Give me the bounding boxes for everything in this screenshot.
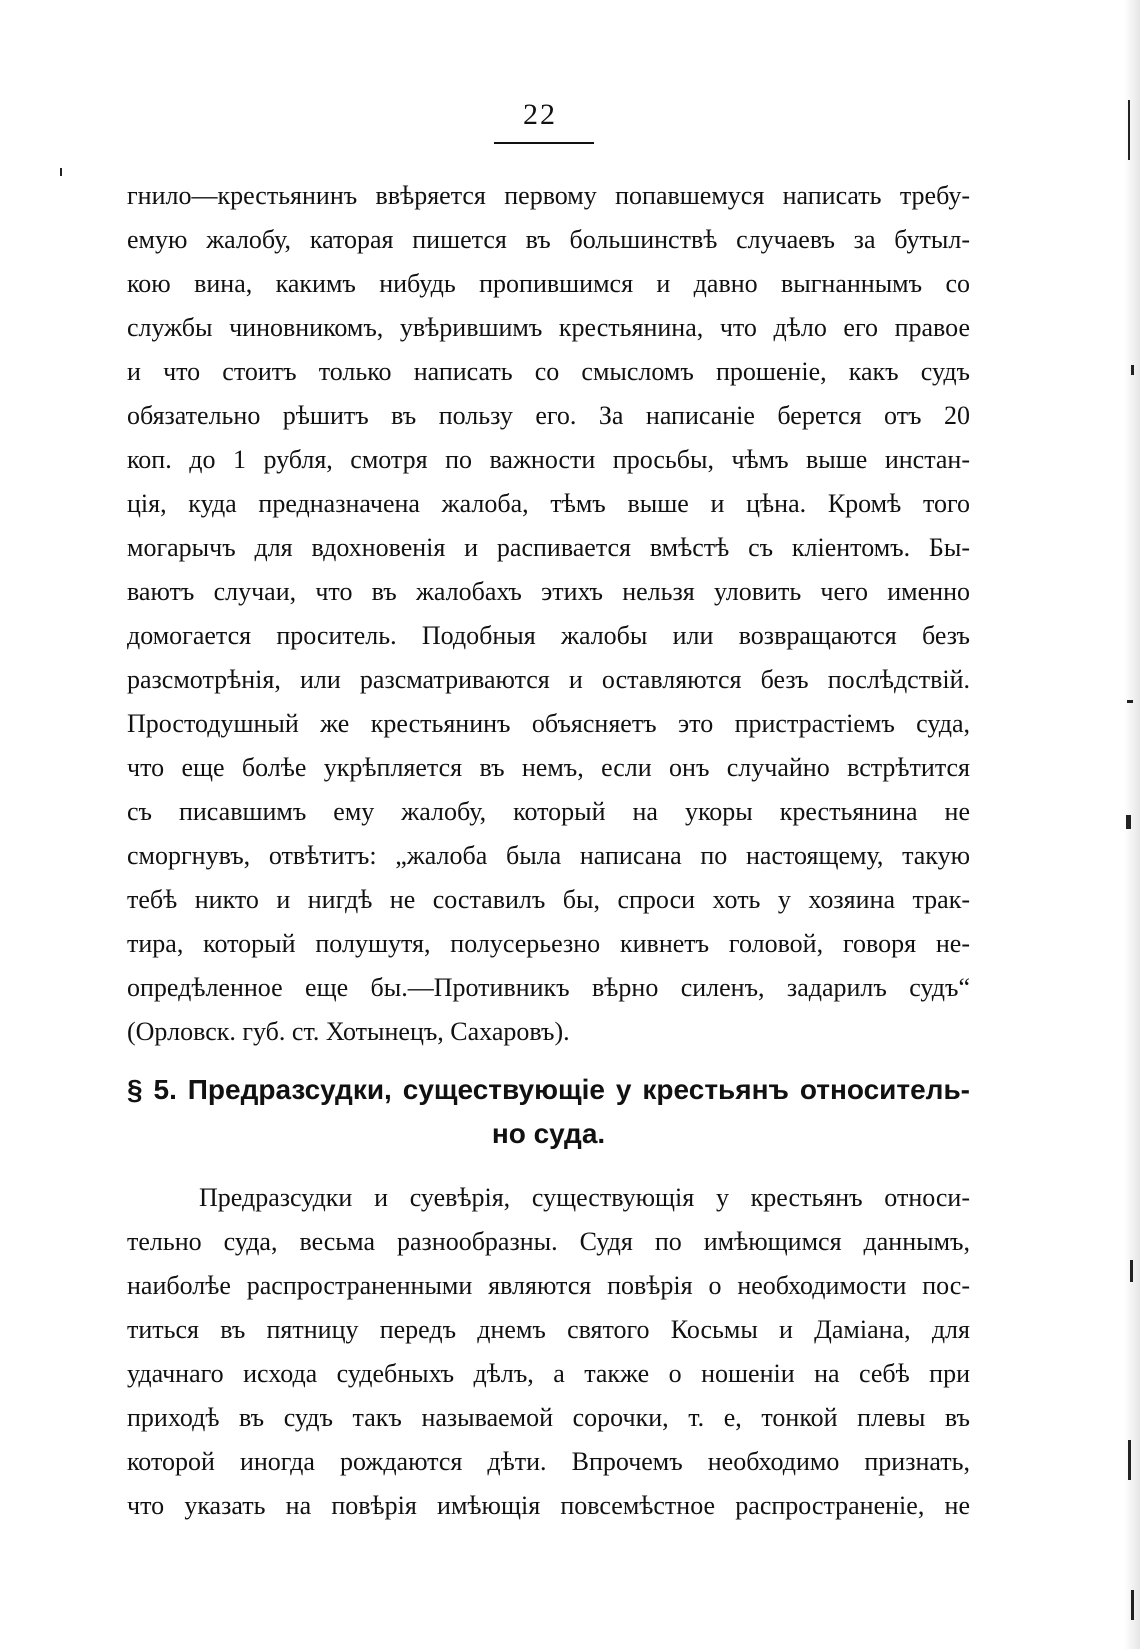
text-line: что еще болѣе укрѣпляется въ немъ, если онъ случайно встрѣтится	[127, 753, 970, 782]
text-line: что указать на повѣрія имѣющія повсемѣстное распространеніе, не	[127, 1491, 970, 1520]
text-line: могарычъ для вдохновенія и распивается вмѣстѣ съ кліентомъ. Бы-	[127, 533, 970, 562]
ink-speck	[1131, 365, 1134, 375]
ink-speck	[1128, 1440, 1131, 1480]
ink-speck	[1128, 100, 1130, 160]
text-line: ваютъ случаи, что въ жалобахъ этихъ нельзя уловить чего именно	[127, 577, 970, 606]
text-line: удачнаго исхода судебныхъ дѣлъ, а также о ношеніи на себѣ при	[127, 1359, 970, 1388]
text-line: наиболѣе распространенными являются повѣрія о необходимости пос-	[127, 1271, 970, 1300]
text-line: разсмотрѣнія, или разсматриваются и оставляются безъ послѣдствій.	[127, 665, 970, 694]
text-line: и что стоитъ только написать со смысломъ прошеніе, какъ судъ	[127, 357, 970, 386]
ink-speck	[1131, 1590, 1134, 1620]
ink-speck	[1130, 1260, 1133, 1282]
text-line: ція, куда предназначена жалоба, тѣмъ выше и цѣна. Кромѣ того	[127, 489, 970, 518]
section-heading-line: но суда.	[491, 1118, 606, 1149]
text-line: опредѣленное еще бы.—Противникъ вѣрно силенъ, задарилъ судъ“	[127, 973, 970, 1002]
ink-speck	[1126, 815, 1131, 829]
text-line: титься въ пятницу передъ днемъ святого Косьмы и Даміана, для	[127, 1315, 970, 1344]
text-line: которой иногда рождаются дѣти. Впрочемъ необходимо признать,	[127, 1447, 970, 1476]
text-line: емую жалобу, каторая пишется въ большинствѣ случаевъ за бутыл-	[127, 225, 970, 254]
text-line: (Орловск. губ. ст. Хотынецъ, Сахаровъ).	[127, 1017, 570, 1046]
text-line: тельно суда, весьма разнообразны. Судя по имѣющимся даннымъ,	[127, 1227, 970, 1256]
text-line: приходѣ въ судъ такъ называемой сорочки, т. е, тонкой плевы въ	[127, 1403, 970, 1432]
text-line: домогается проситель. Подобныя жалобы или возвращаются безъ	[127, 621, 970, 650]
text-line: службы чиновникомъ, увѣрившимъ крестьянина, что дѣло его правое	[127, 313, 970, 342]
text-line: тебѣ никто и нигдѣ не составилъ бы, спроси хоть у хозяина трак-	[127, 885, 970, 914]
text-line: Предразсудки и суевѣрія, существующія у крестьянъ относи-	[199, 1183, 970, 1212]
ink-speck	[1127, 700, 1133, 703]
section-heading-line: § 5. Предразсудки, существующіе у крестьянъ относитель-	[127, 1074, 970, 1105]
text-line: тира, который полушутя, полусерьезно кивнетъ головой, говоря не-	[127, 929, 970, 958]
ink-speck	[60, 168, 62, 176]
text-line: гнило—крестьянинъ ввѣряется первому попавшемуся написать требу-	[127, 181, 970, 210]
text-line: кою вина, какимъ нибудь пропившимся и давно выгнаннымъ со	[127, 269, 970, 298]
page-number-rule	[494, 142, 594, 144]
text-line: сморгнувъ, отвѣтитъ: „жалоба была написана по настоящему, такую	[127, 841, 970, 870]
text-line: съ писавшимъ ему жалобу, который на укоры крестьянина не	[127, 797, 970, 826]
page-number: 22	[523, 98, 557, 131]
text-line: обязательно рѣшитъ въ пользу его. За написаніе берется отъ 20	[127, 401, 970, 430]
text-line: Простодушный же крестьянинъ объясняетъ это пристрастіемъ суда,	[127, 709, 970, 738]
text-line: коп. до 1 рубля, смотря по важности просьбы, чѣмъ выше инстан-	[127, 445, 970, 474]
